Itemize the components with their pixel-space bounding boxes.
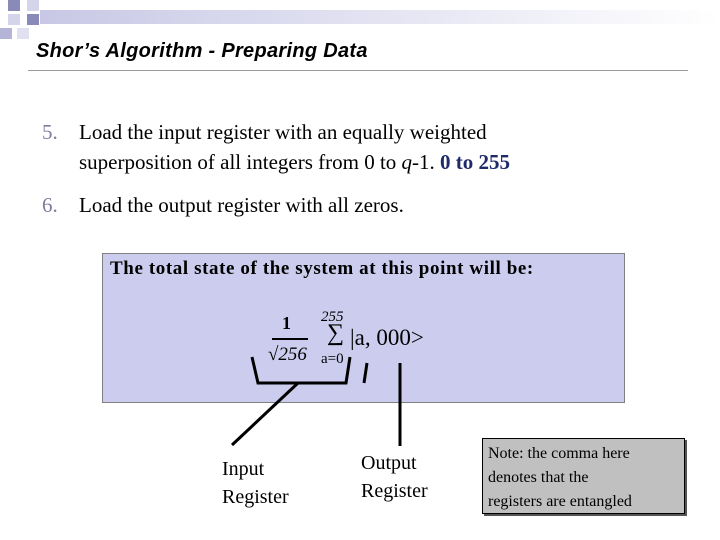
- list-item-line1: Load the output register with all zeros.: [79, 193, 404, 217]
- list-item-line1: Load the input register with an equally weighted: [79, 120, 487, 144]
- sum-upper-limit: 255: [321, 309, 344, 325]
- list-number: 5.: [42, 120, 58, 144]
- slide-title: Shor’s Algorithm - Preparing Data: [36, 40, 368, 62]
- sum-lower-limit: a=0: [321, 351, 344, 367]
- sum-symbol: ∑: [327, 320, 345, 346]
- fraction-denominator: √256: [268, 344, 307, 365]
- list-item-line2: superposition of all integers from 0 to q-1. 0 to 255: [79, 150, 511, 174]
- fraction-numerator: 1: [282, 313, 291, 333]
- ket-expression: |a, 000>: [350, 325, 424, 350]
- input-register-label: Input Register: [222, 458, 289, 508]
- entanglement-note: Note: the comma here denotes that the registers are entangled: [482, 438, 685, 514]
- output-register-label: Output Register: [361, 452, 428, 502]
- list-number: 6.: [42, 193, 58, 217]
- state-box-heading: The total state of the system at this point will be:: [110, 258, 534, 279]
- range-highlight: 0 to 255: [440, 150, 511, 174]
